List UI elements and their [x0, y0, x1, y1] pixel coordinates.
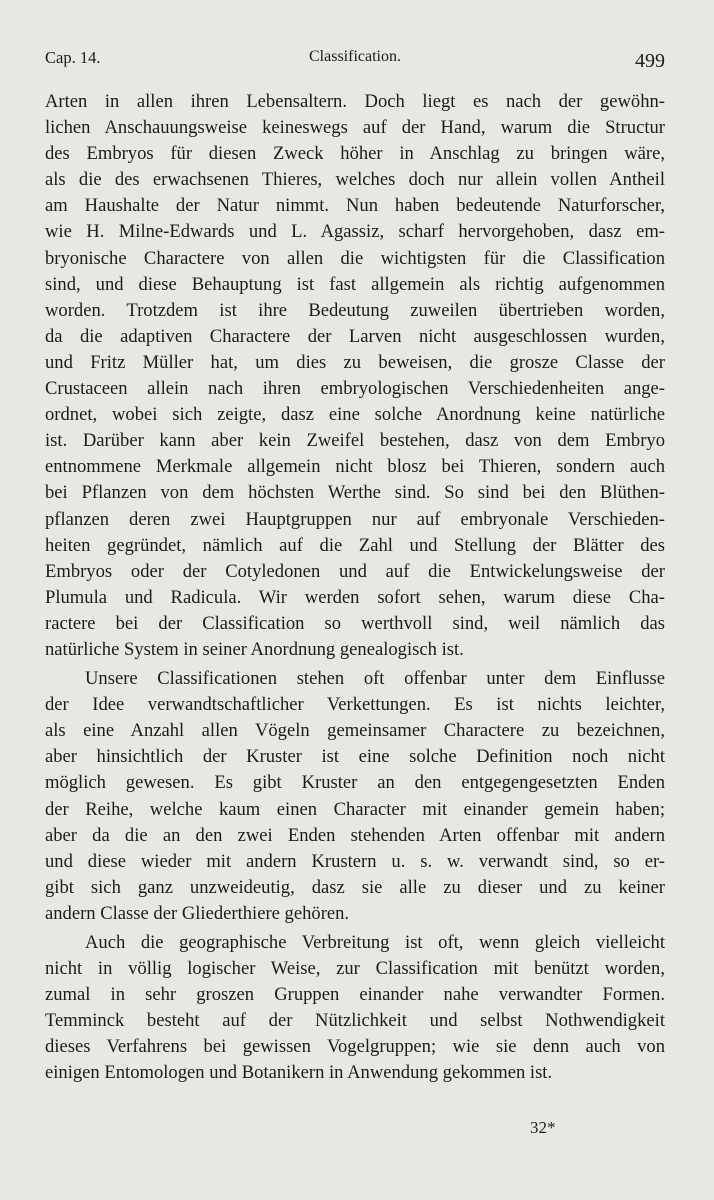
text-line: ractere bei der Classification so werthvoll sind, weil nämlich das [45, 612, 665, 634]
text-line: des Embryos für diesen Zweck höher in Anschlag zu bringen wäre, [45, 143, 665, 165]
text-line: bei Pflanzen von dem höchsten Werthe sind. So sind bei den Blüthen- [45, 482, 665, 504]
paragraph [45, 666, 665, 927]
text-line: sind, und diese Behauptung ist fast allgemein als richtig aufgenommen [45, 273, 665, 295]
text-line: heiten gegründet, nämlich auf die Zahl und Stellung der Blätter des [45, 534, 665, 556]
text-line: Auch die geographische Verbreitung ist oft, wenn gleich vielleicht [85, 932, 665, 953]
paragraph [45, 930, 665, 1087]
text-line: aber hinsichtlich der Kruster ist eine solche Definition noch nicht [45, 746, 665, 768]
page-number: 499 [635, 50, 665, 72]
running-header [45, 44, 665, 76]
text-line: als eine Anzahl allen Vögeln gemeinsamer Charactere zu bezeichnen, [45, 720, 665, 742]
signature-mark: 32* [530, 1118, 556, 1137]
text-line: Temminck besteht auf der Nützlichkeit und selbst Nothwendigkeit [45, 1010, 665, 1032]
text-line: aber da die an den zwei Enden stehenden Arten offenbar mit andern [45, 824, 665, 846]
text-line: entnommene Merkmale allgemein nicht blosz bei Thieren, sondern auch [45, 456, 665, 478]
text-line: lichen Anschauungsweise keineswegs auf der Hand, warum die Structur [45, 117, 665, 139]
text-line: bryonische Charactere von allen die wichtigsten für die Classification [45, 247, 665, 269]
text-line: natürliche System in seiner Anordnung genealogisch ist. [45, 638, 464, 660]
text-line: Unsere Classificationen stehen oft offenbar unter dem Einflusse [85, 668, 665, 690]
text-line: da die adaptiven Charactere der Larven nicht ausgeschlossen wurden, [45, 325, 665, 347]
text-line: und diese wieder mit andern Krustern u. s. w. verwandt sind, so er- [45, 850, 665, 872]
chapter-label: Cap. 14. [45, 48, 101, 67]
text-line: möglich gewesen. Es gibt Kruster an den entgegengesetzten Enden [45, 772, 665, 794]
text-line: als die des erwachsenen Thieres, welches doch nur allein vollen Antheil [45, 169, 665, 191]
text-line: wie H. Milne-Edwards und L. Agassiz, scharf hervorgehoben, dasz em- [45, 221, 665, 243]
text-line: ordnet, wobei sich zeigte, dasz eine solche Anordnung keine natürliche [45, 404, 665, 426]
text-line: einigen Entomologen und Botanikern in Anwendung gekommen ist. [45, 1062, 553, 1084]
text-line: am Haushalte der Natur nimmt. Nun haben bedeutende Naturforscher, [45, 195, 665, 217]
text-line: nicht in völlig logischer Weise, zur Classification mit benützt worden, [45, 958, 665, 980]
text-line: Embryos oder der Cotyledonen und auf die Entwickelungsweise der [45, 560, 665, 582]
text-line: dieses Verfahrens bei gewissen Vogelgruppen; wie sie denn auch von [45, 1036, 665, 1058]
text-line: pflanzen deren zwei Hauptgruppen nur auf embryonale Verschieden- [45, 508, 665, 530]
text-line: gibt sich ganz unzweideutig, dasz sie alle zu dieser und zu keiner [45, 876, 665, 898]
text-line: zumal in sehr groszen Gruppen einander nahe verwandter Formen. [45, 984, 665, 1006]
text-line: Arten in allen ihren Lebensaltern. Doch liegt es nach der gewöhn- [45, 91, 665, 112]
text-line: der Idee verwandtschaftlicher Verkettungen. Es ist nichts leichter, [45, 694, 665, 716]
text-line: Plumula und Radicula. Wir werden sofort sehen, warum diese Cha- [45, 586, 665, 608]
text-line: der Reihe, welche kaum einen Character mit einander gemein haben; [45, 798, 665, 820]
paragraph [45, 89, 665, 663]
text-line: ist. Darüber kann aber kein Zweifel bestehen, dasz von dem Embryo [45, 430, 665, 452]
text-line: andern Classe der Gliederthiere gehören. [45, 902, 350, 924]
running-title: Classification. [309, 48, 401, 65]
body-text [45, 89, 665, 1087]
text-line: worden. Trotzdem ist ihre Bedeutung zuweilen übertrieben worden, [45, 299, 665, 321]
text-line: Crustaceen allein nach ihren embryologischen Verschiedenheiten ange- [45, 378, 665, 400]
text-line: und Fritz Müller hat, um dies zu beweisen, die grosze Classe der [45, 351, 665, 373]
